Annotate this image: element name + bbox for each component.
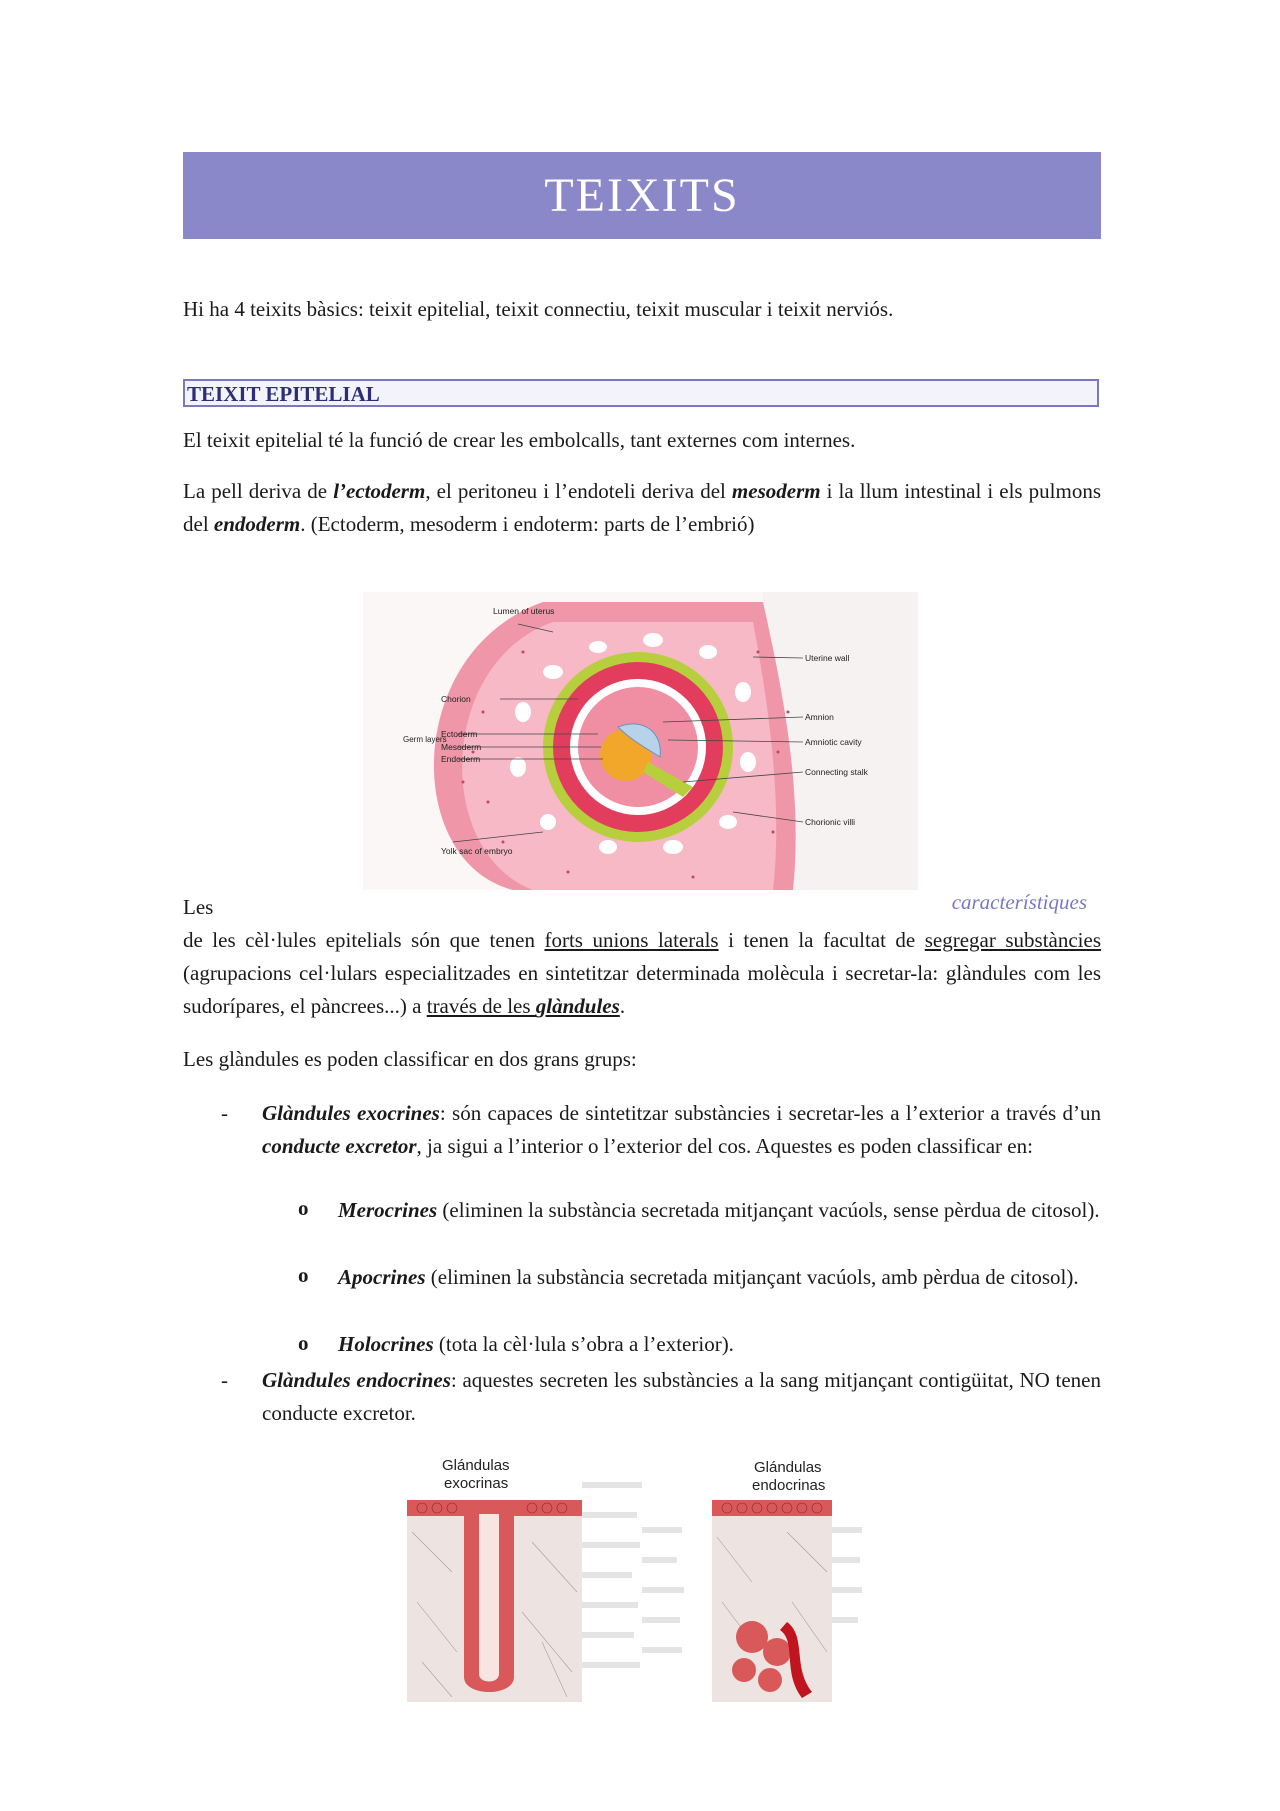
term-ectoderm: l’ectoderm bbox=[333, 479, 426, 503]
text-run: (eliminen la substància secretada mitjançant vacúols, sense pèrdua de citosol). bbox=[437, 1198, 1100, 1222]
term-endoderm: endoderm bbox=[213, 512, 301, 536]
label-amniotic-cavity: Amniotic cavity bbox=[805, 737, 862, 747]
underlined-term: través de les bbox=[426, 994, 536, 1018]
label-chorion: Chorion bbox=[441, 694, 471, 704]
text-run: , ja sigui a l’interior o l’exterior del cos. Aquestes es poden classificar en: bbox=[416, 1134, 1033, 1158]
label-endoderm: Endoderm bbox=[441, 754, 481, 764]
label-connecting-stalk: Connecting stalk bbox=[805, 767, 868, 777]
label-exocrine-1: Glándulas bbox=[442, 1457, 510, 1474]
term-exocrine: Glàndules exocrines bbox=[262, 1101, 440, 1125]
section-heading: TEIXIT EPITELIAL bbox=[183, 379, 1099, 407]
label-lumen: Lumen of uterus bbox=[493, 606, 555, 616]
text-run: i la llum intestinal i els pulmons del bbox=[183, 479, 1102, 536]
gland-diagram bbox=[392, 1452, 872, 1702]
text-run: La pell deriva de bbox=[183, 479, 334, 503]
list-item-apocrine bbox=[338, 1261, 1101, 1294]
text-run: , el peritoneu i l’endoteli deriva del bbox=[425, 479, 732, 503]
label-amnion: Amnion bbox=[805, 712, 834, 722]
text-run: i tenen la facultat de bbox=[718, 928, 925, 952]
text-run: de les cèl·lules epitelials són que tenen bbox=[183, 928, 545, 952]
paragraph-characteristics bbox=[183, 924, 1101, 1023]
embryo-diagram bbox=[363, 592, 918, 890]
term-endocrine: Glàndules endocrines bbox=[262, 1368, 451, 1392]
label-exocrine-2: exocrinas bbox=[444, 1475, 509, 1492]
label-germ-layers: Germ layers bbox=[403, 735, 447, 744]
list-dash: - bbox=[221, 1368, 228, 1392]
underlined-term: segregar substàncies bbox=[924, 928, 1102, 952]
paragraph-function: El teixit epitelial té la funció de crear les embolcalls, tant externes com internes. bbox=[183, 428, 856, 452]
list-bullet: o bbox=[298, 1263, 309, 1287]
paragraph-origins bbox=[183, 475, 1101, 541]
list-bullet: o bbox=[298, 1331, 309, 1355]
page-title: TEIXITS bbox=[544, 169, 740, 222]
text-run: (tota la cèl·lula s’obra a l’exterior). bbox=[433, 1332, 734, 1356]
label-uterine-wall: Uterine wall bbox=[805, 653, 850, 663]
term-mesoderm: mesoderm bbox=[731, 479, 821, 503]
label-chorionic-villi: Chorionic villi bbox=[805, 817, 856, 827]
underlined-term: forts unions laterals bbox=[544, 928, 719, 952]
figure-caption: característiques bbox=[951, 890, 1087, 914]
text-run: (agrupacions cel·lulars especialitzades en sintetitzar determinada molècula i secretar-la: glàndules com les sudorípares, el pàncrees...) a bbox=[183, 961, 1101, 1018]
label-endocrine-1: Glándulas bbox=[754, 1459, 822, 1476]
term-holocrine: Holocrines bbox=[338, 1332, 434, 1356]
text-run: (eliminen la substància secretada mitjançant vacúols, amb pèrdua de citosol). bbox=[425, 1265, 1079, 1289]
term-duct: conducte excretor bbox=[262, 1134, 417, 1158]
term-merocrine: Merocrines bbox=[338, 1198, 438, 1222]
term-apocrine: Apocrines bbox=[338, 1265, 426, 1289]
list-item-exocrine bbox=[262, 1097, 1101, 1163]
intro-paragraph: Hi ha 4 teixits bàsics: teixit epitelial, teixit connectiu, teixit muscular i teixit nerviós. bbox=[183, 297, 894, 321]
label-ectoderm: Ectoderm bbox=[441, 729, 478, 739]
label-mesoderm: Mesoderm bbox=[441, 742, 482, 752]
title-banner bbox=[183, 152, 1101, 239]
text-run: : són capaces de sintetitzar substàncies i secretar-les a l’exterior a través d’un bbox=[439, 1101, 1101, 1125]
label-endocrine-2: endocrinas bbox=[752, 1477, 826, 1494]
list-bullet: o bbox=[298, 1196, 309, 1220]
text-run: . (Ectoderm, mesoderm i endoterm: parts de l’embrió) bbox=[300, 512, 755, 536]
list-item-endocrine bbox=[262, 1364, 1101, 1430]
list-dash: - bbox=[221, 1101, 228, 1125]
underlined-term: glàndules bbox=[535, 994, 620, 1018]
text-run: : aquestes secreten les substàncies a la sang mitjançant contigüitat, NO tenen conducte excretor. bbox=[262, 1368, 1101, 1425]
label-yolk-sac: Yolk sac of embryo bbox=[441, 846, 513, 856]
paragraph-classification: Les glàndules es poden classificar en dos grans grups: bbox=[183, 1047, 637, 1071]
les-word: Les bbox=[183, 895, 214, 919]
list-item-holocrine bbox=[338, 1328, 1101, 1361]
list-item-merocrine bbox=[338, 1194, 1101, 1227]
text-run: . bbox=[619, 994, 626, 1018]
